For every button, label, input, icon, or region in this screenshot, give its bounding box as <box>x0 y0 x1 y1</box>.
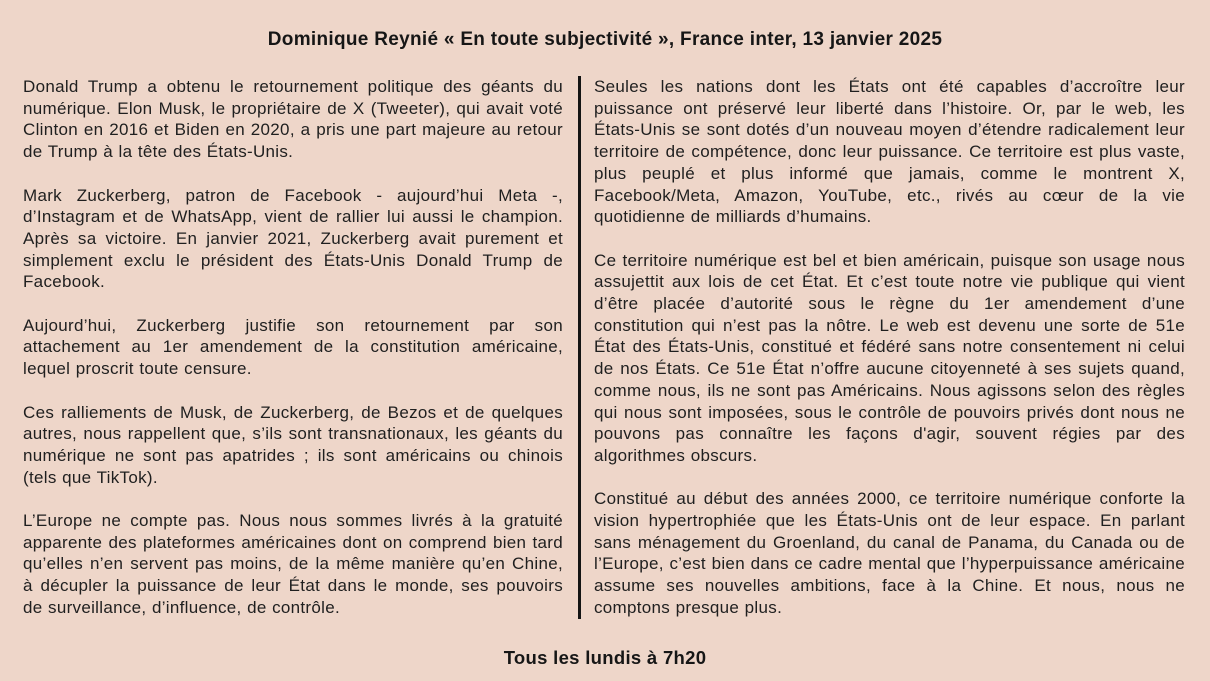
paragraph: Aujourd’hui, Zuckerberg justifie son retournement par son attachement au 1er amendement de la constitution américaine, lequel proscrit toute censure. <box>23 315 563 379</box>
left-column <box>23 76 563 619</box>
right-column <box>594 76 1185 619</box>
footer-text: Tous les lundis à 7h20 <box>503 647 707 668</box>
two-column-layout <box>0 51 1210 619</box>
paragraph: Seules les nations dont les États ont été capables d’accroître leur puissance ont préservé leur liberté dans l’histoire. Or, par le web, les États-Unis se sont dotés d’un nouveau moyen d’étendre radicalement leur territoire de compétence, donc leur puissance. Ce territoire est plus vaste, plus peuplé et plus informé que jamais, comme le montrent X, Facebook/Meta, Amazon, YouTube, etc., rivés au cœur de la vie quotidienne de milliards d’humains. <box>594 77 1185 227</box>
paragraph: Ce territoire numérique est bel et bien américain, puisque son usage nous assujettit aux lois de cet État. Et c’est toute notre vie publique qui vient d’être placée d’autorité sous le règne du 1er amendement d’une constitution qui n’est pas la nôtre. Le web est devenu une sorte de 51e État des États-Unis, constitué et fédéré sans notre consentement ni celui de nos États. Ce 51e État n’offre aucune citoyenneté à ses sujets quand, comme nous, ils ne sont pas Américains. Nous agissons selon des règles qui nous sont imposées, sous le contrôle de pouvoirs privés dont nous ne pouvons pas connaître les façons d'agir, souvent régies par des algorithmes obscurs. <box>594 250 1185 465</box>
page-title: Dominique Reynié « En toute subjectivité », France inter, 13 janvier 2025 <box>267 29 943 50</box>
column-divider <box>578 76 581 619</box>
paragraph: Mark Zuckerberg, patron de Facebook - aujourd’hui Meta -, d’Instagram et de WhatsApp, vient de rallier lui aussi le champion. Après sa victoire. En janvier 2021, Zuckerberg avait purement et simplement exclu le président des États-Unis Donald Trump de Facebook. <box>23 185 563 292</box>
paragraph: Donald Trump a obtenu le retournement politique des géants du numérique. Elon Musk, le propriétaire de X (Tweeter), qui avait voté Clinton en 2016 et Biden en 2020, a pris une part majeure au retour de Trump à la tête des États-Unis. <box>23 77 563 162</box>
paragraph: L’Europe ne compte pas. Nous nous sommes livrés à la gratuité apparente des plateformes américaines dont on comprend bien tard qu’elles n’en servent pas moins, de la même manière qu’en Chine, à décupler la puissance de leur État dans le monde, ses pouvoirs de surveillance, d’influence, de contrôle. <box>23 511 563 617</box>
paragraph: Ces ralliements de Musk, de Zuckerberg, de Bezos et de quelques autres, nous rappellent que, s’ils sont transnationaux, les géants du numérique ne sont pas apatrides ; ils sont américains ou chinois (tels que TikTok). <box>23 402 563 487</box>
paragraph: Constitué au début des années 2000, ce territoire numérique conforte la vision hypertrophiée que les États-Unis ont de leur espace. En parlant sans ménagement du Groenland, du canal de Panama, du Canada ou de l’Europe, c’est bien dans ce cadre mental que l’hyperpuissance américaine assume ses nouvelles ambitions, face à la Chine. Et nous, nous ne comptons presque plus. <box>594 489 1185 617</box>
